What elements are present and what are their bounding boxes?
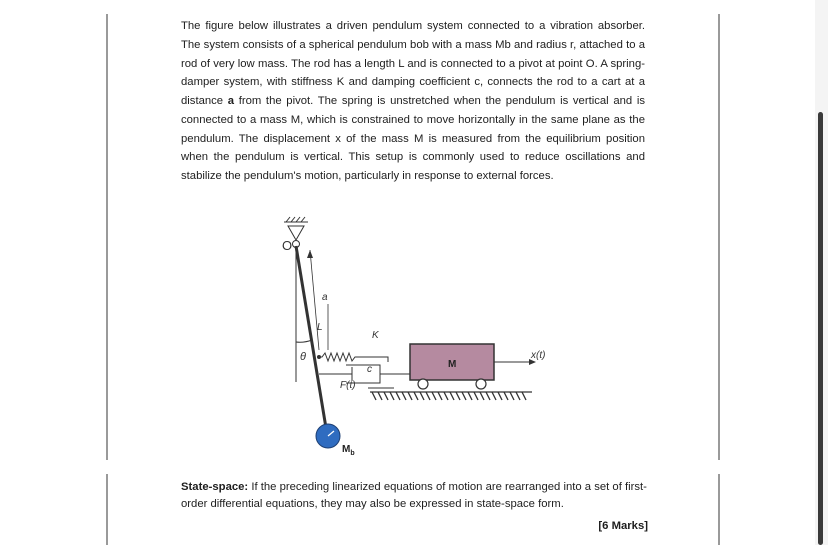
distance-a-label: a [322, 292, 328, 303]
page-left-margin-rule [106, 474, 108, 545]
problem-text-part1: The figure below illustrates a driven pendulum system connected to a vibration absorber. The system consists of a spherical pendulum bob with a mass Mb and radius r, attached to a rod of very low mass. The rod has a length L and is connected to a pivot at point O. A spring-damper system, with stiffness K and damping coefficient c, connects the rod to a cart at a distance [181, 20, 645, 107]
cart-mass-label: M [448, 359, 457, 370]
cart-wheel-right [476, 379, 486, 389]
page-right-margin-rule [718, 474, 720, 545]
bob-mass-label: $M_b$ [342, 444, 355, 457]
pivot-label: O [282, 238, 293, 253]
page-right-margin-rule [718, 14, 720, 460]
problem-text-bold-a: a [227, 95, 235, 107]
dimension-a-arrow [307, 250, 313, 258]
length-L-label: L [317, 322, 323, 333]
ground-hatch [370, 392, 532, 400]
damper-c [319, 365, 410, 383]
angle-label: θ [300, 351, 306, 363]
damper-c-label: c [367, 364, 372, 375]
pendulum-absorber-figure [270, 212, 550, 460]
angle-arc [296, 340, 312, 342]
state-space-text: If the preceding linearized equations of motion are rearranged into a set of first-order differential equations, they may also be expressed in state-space form. [181, 481, 647, 510]
ceiling-support [284, 217, 308, 240]
spring-K [319, 353, 388, 362]
state-space-heading: State-space: [181, 481, 249, 493]
problem-text-part2: from the pivot. The spring is unstretched when the pendulum is vertical and is connected to a mass M, which is constrained to move horizontally in the same plane as the pendulum. The displacement x of the mass M is measured from the equilibrium position when the pendulum is vertical. This setup is commonly used to reduce oscillations and stabilize the pendulum's motion, particularly in response to external forces. [181, 95, 645, 182]
displacement-label: x(t) [531, 350, 546, 361]
page-left-margin-rule [106, 14, 108, 460]
cart-wheel-left [418, 379, 428, 389]
problem-description [181, 17, 645, 186]
spring-K-label: K [372, 330, 379, 341]
scrollbar-thumb[interactable] [818, 112, 823, 545]
marks-label: [6 Marks] [598, 520, 648, 532]
force-label: F(t) [340, 380, 356, 391]
state-space-paragraph [181, 479, 651, 513]
